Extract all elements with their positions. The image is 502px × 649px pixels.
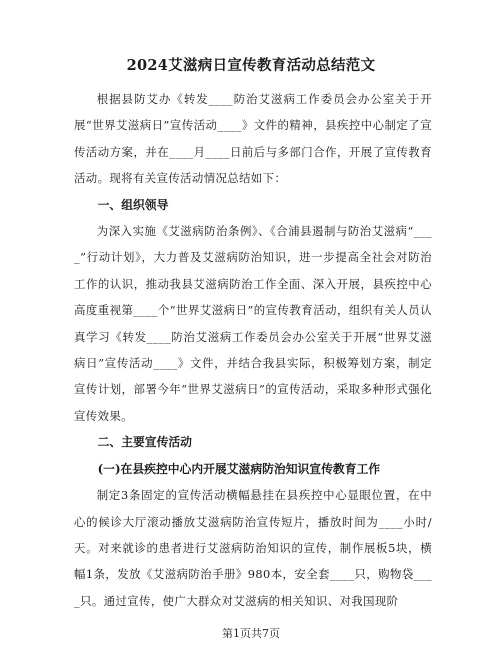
document-title: 2024艾滋病日宣传教育活动总结范文 — [126, 57, 376, 74]
organization-paragraph: 为深入实施《艾滋病防治条例》、《合浦县遏制与防治艾滋病“____”行动计划》，大力普及艾滋病防治知识，进一步提高全社会对防治工作的认识，推动我县艾滋病防治工作全面、深入开展，县疾控中心高度重视第____个“世界艾滋病日”的宣传教育活动，组织有关人员认真学习《转发____防治艾滋病工作委员会办公室关于开展“世界艾滋病日”宣传活动____》文件，并结合我县实际，积极筹划方案，制定宣传计划，部署今年“世界艾滋病日”的宣传活动，采取多种形式强化宣传效果。 — [74, 224, 432, 423]
page-number: 第1页共7页 — [222, 627, 280, 640]
subsection-heading-cdc: (一)在县疾控中心内开展艾滋病防治知识宣传教育工作 — [97, 461, 381, 476]
document-body — [74, 86, 432, 614]
section-heading-organization: 一、组织领导 — [97, 197, 169, 212]
cdc-activities-paragraph: 制定3条固定的宣传活动横幅悬挂在县疾控中心显眼位置，在中心的候诊大厅滚动播放艾滋病防治宣传短片，播放时间为____小时/天。对来就诊的患者进行艾滋病防治知识的宣传，制作展板5块，横幅1条，发放《艾滋病防治手册》980本，安全套____只，购物袋____只。通过宣传，使广大群众对艾滋病的相关知识、对我国现阶 — [74, 488, 432, 608]
section-heading-activities: 二、主要宣传活动 — [97, 435, 192, 450]
intro-paragraph: 根据县防艾办《转发____防治艾滋病工作委员会办公室关于开展“世界艾滋病日”宣传活动____》文件的精神，县疾控中心制定了宣传活动方案，并在____月____日前后与多部门合作，开展了宣传教育活动。现将有关宣传活动情况总结如下： — [74, 92, 432, 186]
